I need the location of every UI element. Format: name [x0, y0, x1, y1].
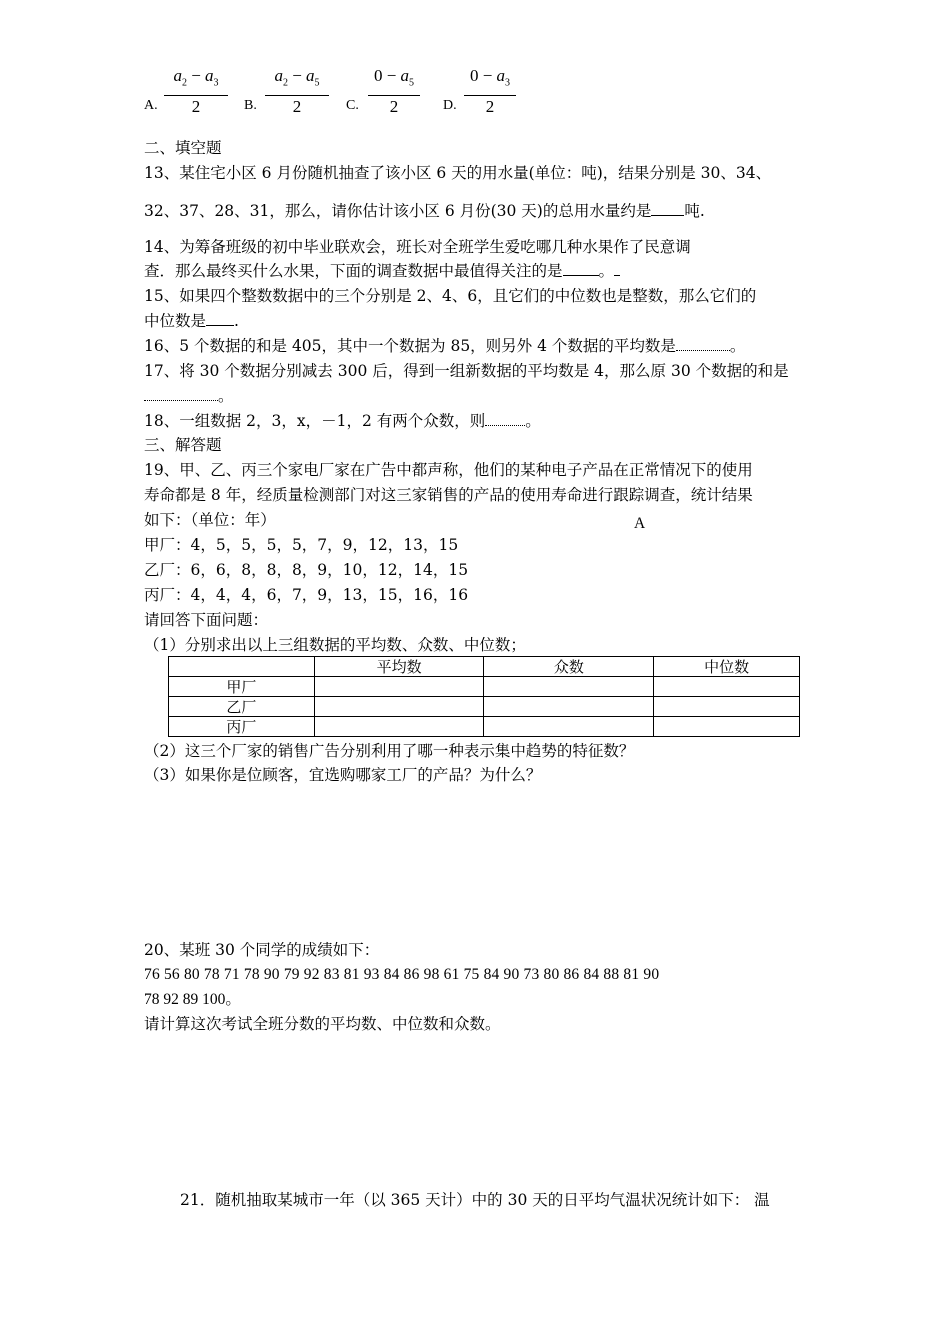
fraction-bar	[164, 95, 228, 96]
table-cell-median[interactable]	[654, 697, 800, 717]
option-c-op: −	[382, 66, 401, 85]
q20-scores-line1: 76 56 80 78 71 78 90 79 92 83 81 93 84 86 98 61 75 84 90 73 80 86 84 88 81 90	[144, 966, 660, 983]
fraction-bar	[265, 95, 329, 96]
table-cell-mean[interactable]	[314, 717, 484, 737]
q17-line1: 17、将 30 个数据分别减去 300 后，得到一组新数据的平均数是 4，那么原 30 个数据的和是	[144, 362, 789, 380]
q20-scores-line2: 78 92 89 100。	[144, 991, 241, 1008]
fraction-bar	[464, 95, 516, 96]
q20-line1: 20、某班 30 个同学的成绩如下：	[144, 941, 380, 959]
option-d-sub2: 3	[505, 77, 511, 89]
option-c-var2: a	[400, 66, 410, 85]
q18-text: 18、一组数据 2，3，x，－1，2 有两个众数，则	[144, 412, 486, 430]
table-row-label: 丙厂	[169, 717, 315, 737]
option-c-denominator: 2	[389, 97, 399, 117]
option-b-var2: a	[306, 66, 315, 85]
option-d-denominator: 2	[485, 97, 495, 117]
q19-sub3: （3）如果你是位顾客，宜选购哪家工厂的产品？为什么？	[144, 766, 542, 784]
section-3-title: 三、解答题	[144, 436, 222, 454]
q13-text: 32、37、28、31，那么，请你估计该小区 6 月份(30 天)的总用水量约是	[144, 202, 652, 220]
option-b-label: B.	[244, 98, 257, 113]
q14-answer-blank[interactable]	[563, 261, 599, 276]
table-header-cell: 平均数	[314, 657, 484, 677]
table-header-row	[169, 657, 800, 677]
q15-end: .	[234, 312, 239, 330]
q19-line2: 寿命都是 8 年，经质量检测部门对这三家销售的产品的使用寿命进行跟踪调查，统计结果	[144, 486, 753, 504]
factory-jia-data: 甲厂：4，5，5，5，5，7，9，12，13，15	[144, 536, 459, 554]
option-b-sub1: 2	[282, 77, 288, 89]
option-a-var2: a	[205, 66, 214, 85]
table-header-cell: 众数	[484, 657, 654, 677]
statistics-table	[168, 656, 800, 737]
option-a-label: A.	[144, 98, 158, 113]
option-a-sub1: 2	[181, 77, 187, 89]
q17-line2	[144, 386, 234, 406]
option-b-fraction	[265, 66, 329, 117]
table-header-cell: 中位数	[654, 657, 800, 677]
option-c-label: C.	[346, 98, 359, 113]
q18-line	[144, 411, 541, 431]
option-d-label: D.	[443, 98, 457, 113]
option-c-sub2: 5	[409, 77, 415, 89]
table-row	[169, 717, 800, 737]
table-cell-median[interactable]	[654, 677, 800, 697]
option-d-var2: a	[496, 66, 506, 85]
q19-sub2: （2）这三个厂家的销售广告分别利用了哪一种表示集中趋势的特征数？	[144, 742, 635, 760]
table-cell-mean[interactable]	[314, 677, 484, 697]
option-d-fraction	[464, 66, 516, 117]
factory-bing-data: 丙厂：4，4，4，6，7，9，13，15，16，16	[144, 586, 469, 604]
q14-text: 查．那么最终买什么水果，下面的调查数据中最值得关注的是	[144, 262, 563, 280]
option-c-fraction	[368, 66, 420, 117]
q15-text: 中位数是	[144, 312, 207, 330]
table-cell-median[interactable]	[654, 717, 800, 737]
q18-end: 。	[525, 412, 541, 430]
q13-line2	[144, 201, 705, 221]
q16-line	[144, 336, 745, 356]
option-c-const: 0	[373, 66, 383, 85]
q14-line2	[144, 261, 620, 281]
table-row-label: 甲厂	[169, 677, 315, 697]
q13-answer-blank[interactable]	[651, 201, 684, 216]
q19-prompt: 请回答下面问题：	[144, 611, 269, 629]
q15-line1: 15、如果四个整数数据中的三个分别是 2、4、6，且它们的中位数也是整数，那么它们的	[144, 287, 757, 305]
q14-line1: 14、为筹备班级的初中毕业联欢会，班长对全班学生爱吃哪几种水果作了民意调	[144, 238, 691, 256]
option-a-var1: a	[173, 66, 182, 85]
q14-end: 。	[598, 262, 615, 280]
q14-answer-blank-tail	[614, 261, 620, 276]
option-d-op: −	[478, 66, 497, 85]
q19-line3: 如下：（单位：年）	[144, 511, 276, 529]
table-cell-mode[interactable]	[484, 697, 654, 717]
stray-letter-a: A	[634, 515, 646, 532]
option-a-op: −	[186, 66, 206, 85]
table-cell-mean[interactable]	[314, 697, 484, 717]
q17-answer-blank[interactable]	[144, 386, 218, 401]
option-b-sub2: 5	[314, 77, 320, 89]
option-b-denominator: 2	[292, 97, 302, 117]
table-cell-mode[interactable]	[484, 717, 654, 737]
q17-end: 。	[218, 387, 234, 405]
option-d-const: 0	[469, 66, 479, 85]
factory-yi-data: 乙厂：6，6，8，8，8，9，10，12，14，15	[144, 561, 469, 579]
q20-instruction: 请计算这次考试全班分数的平均数、中位数和众数。	[144, 1015, 501, 1033]
table-row	[169, 697, 800, 717]
q19-sub1: （1）分别求出以上三组数据的平均数、众数、中位数；	[144, 636, 526, 654]
q15-line2	[144, 311, 239, 331]
q21-line1: 21．随机抽取某城市一年（以 365 天计）中的 30 天的日平均气温状况统计如下： 温	[180, 1191, 770, 1209]
fraction-bar	[368, 95, 420, 96]
q16-text: 16、5 个数据的和是 405，其中一个数据为 85，则另外 4 个数据的平均数是	[144, 337, 676, 355]
q15-answer-blank[interactable]	[206, 311, 234, 326]
option-b-var1: a	[274, 66, 283, 85]
option-b-op: −	[287, 66, 307, 85]
section-2-title: 二、填空题	[144, 139, 222, 157]
option-a-sub2: 3	[213, 77, 219, 89]
q13-unit: 吨.	[684, 202, 705, 220]
q19-line1: 19、甲、乙、丙三个家电厂家在广告中都声称，他们的某种电子产品在正常情况下的使用	[144, 461, 753, 479]
table-row	[169, 677, 800, 697]
q16-end: 。	[729, 337, 746, 355]
table-header-cell	[169, 657, 315, 677]
option-a-fraction	[164, 66, 228, 117]
table-cell-mode[interactable]	[484, 677, 654, 697]
table-row-label: 乙厂	[169, 697, 315, 717]
q18-answer-blank[interactable]	[485, 411, 525, 426]
q13-line1: 13、某住宅小区 6 月份随机抽查了该小区 6 天的用水量(单位：吨)，结果分别是 30、34、	[144, 164, 772, 182]
q16-answer-blank[interactable]	[676, 336, 730, 351]
option-a-denominator: 2	[191, 97, 201, 117]
